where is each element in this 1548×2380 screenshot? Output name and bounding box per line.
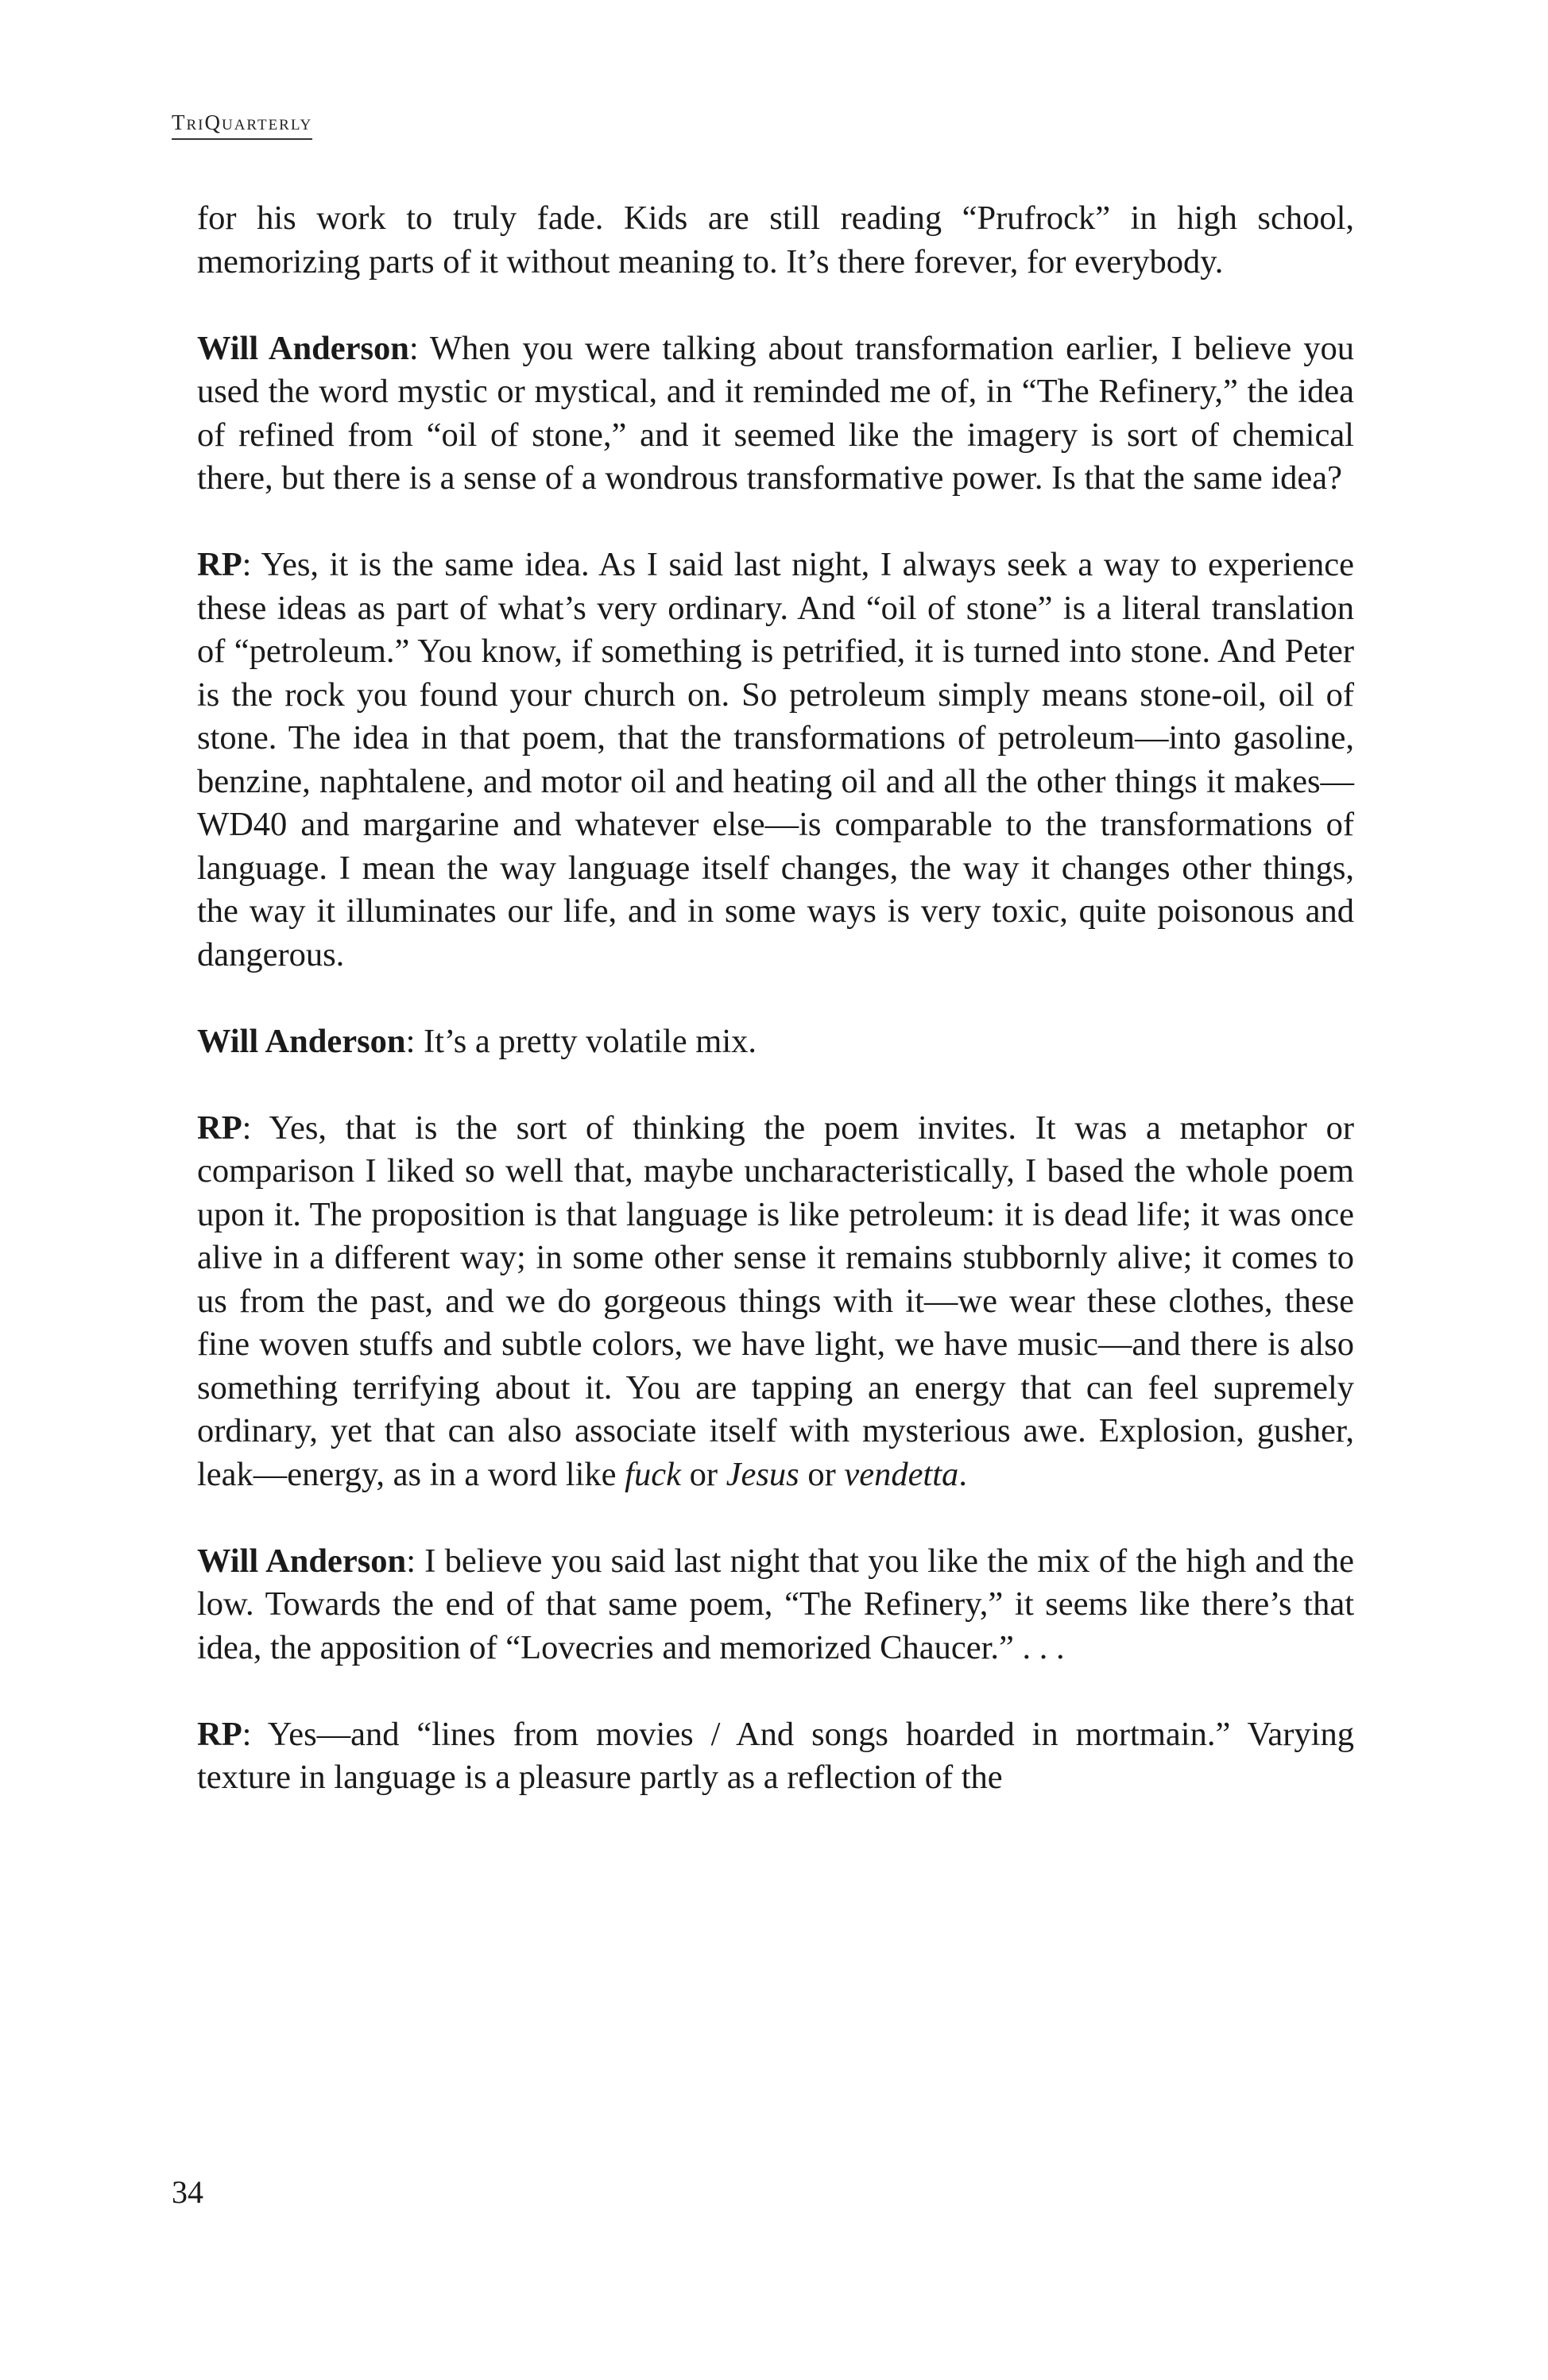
speaker-name: Will Anderson xyxy=(197,329,409,367)
paragraph-continuation xyxy=(197,197,1354,284)
speaker-colon: : xyxy=(408,329,430,367)
speaker-name: Will Anderson xyxy=(197,1022,406,1060)
paragraph-answer xyxy=(197,1713,1354,1800)
speaker-name: Will Anderson xyxy=(197,1542,407,1580)
paragraph-text: or xyxy=(680,1455,726,1493)
interview-body xyxy=(197,197,1354,1843)
speaker-colon: : xyxy=(242,1109,269,1147)
speaker-name: RP xyxy=(197,1109,242,1147)
italic-word: fuck xyxy=(625,1455,681,1493)
speaker-colon: : xyxy=(406,1542,425,1580)
running-head: TriQuarterly xyxy=(172,111,312,140)
italic-word: vendetta xyxy=(844,1455,959,1493)
speaker-colon: : xyxy=(242,546,261,583)
paragraph-text: Yes—and “lines from movies / And songs hoarded in mortmain.” Varying texture in language is a pleasure partly as a reflection of the xyxy=(197,1715,1354,1796)
paragraph-text: Yes, it is the same idea. As I said last night, I always seek a way to experience these ideas as part of what’s very ordinary. And “oil of stone” is a literal translation of “petroleum.” You know, if something is petrified, it is turned into stone. And Peter is the rock you found your church on. So petroleum simply means stone-oil, oil of stone. The idea in that poem, that the transformations of petroleum—into gasoline, benzine, naphtalene, and motor oil and heating oil and all the other things it makes—WD40 and margarine and whatever else—is comparable to the transformations of language. I mean the way language itself changes, the way it changes other things, the way it illuminates our life, and in some ways is very toxic, quite poisonous and dangerous. xyxy=(197,546,1354,973)
paragraph-text: When you were talking about transformation earlier, I believe you used the word mystic or mystical, and it reminded me of, in “The Refinery,” the idea of refined from “oil of stone,” and it seemed like the imagery is sort of chemical there, but there is a sense of a wondrous transformative power. Is that the same idea? xyxy=(197,329,1354,497)
paragraph-answer xyxy=(197,544,1354,977)
speaker-colon: : xyxy=(242,1715,268,1753)
paragraph-text: I believe you said last night that you like the mix of the high and the low. Towards the end of that same poem, “The Refinery,” it seems like there’s that idea, the apposition of “Lovecries and memorized Chaucer.” . . . xyxy=(197,1542,1354,1666)
page-number: 34 xyxy=(172,2174,203,2210)
italic-word: Jesus xyxy=(726,1455,799,1493)
paragraph-question xyxy=(197,327,1354,501)
speaker-colon: : xyxy=(405,1022,424,1060)
paragraph-text: for his work to truly fade. Kids are still reading “Prufrock” in high school, memorizing parts of it without meaning to. It’s there forever, for everybody. xyxy=(197,199,1354,281)
paragraph-question xyxy=(197,1540,1354,1670)
paragraph-answer xyxy=(197,1107,1354,1497)
paragraph-text: or xyxy=(799,1455,845,1493)
paragraph-question xyxy=(197,1020,1354,1064)
paragraph-text: It’s a pretty volatile mix. xyxy=(424,1022,757,1060)
speaker-name: RP xyxy=(197,546,242,583)
paragraph-text: . xyxy=(958,1455,967,1493)
paragraph-text: Yes, that is the sort of thinking the poem invites. It was a metaphor or comparison I liked so well that, maybe uncharacteristically, I based the whole poem upon it. The proposition is that language is like petroleum: it is dead life; it was once alive in a different way; in some other sense it remains stubbornly alive; it comes to us from the past, and we do gorgeous things with it—we wear these clothes, these fine woven stuffs and subtle colors, we have light, we have music—and there is also something terrifying about it. You are tapping an energy that can feel supremely ordinary, yet that can also associate itself with mysterious awe. Explosion, gusher, leak—energy, as in a word like xyxy=(197,1109,1355,1493)
speaker-name: RP xyxy=(197,1715,242,1753)
